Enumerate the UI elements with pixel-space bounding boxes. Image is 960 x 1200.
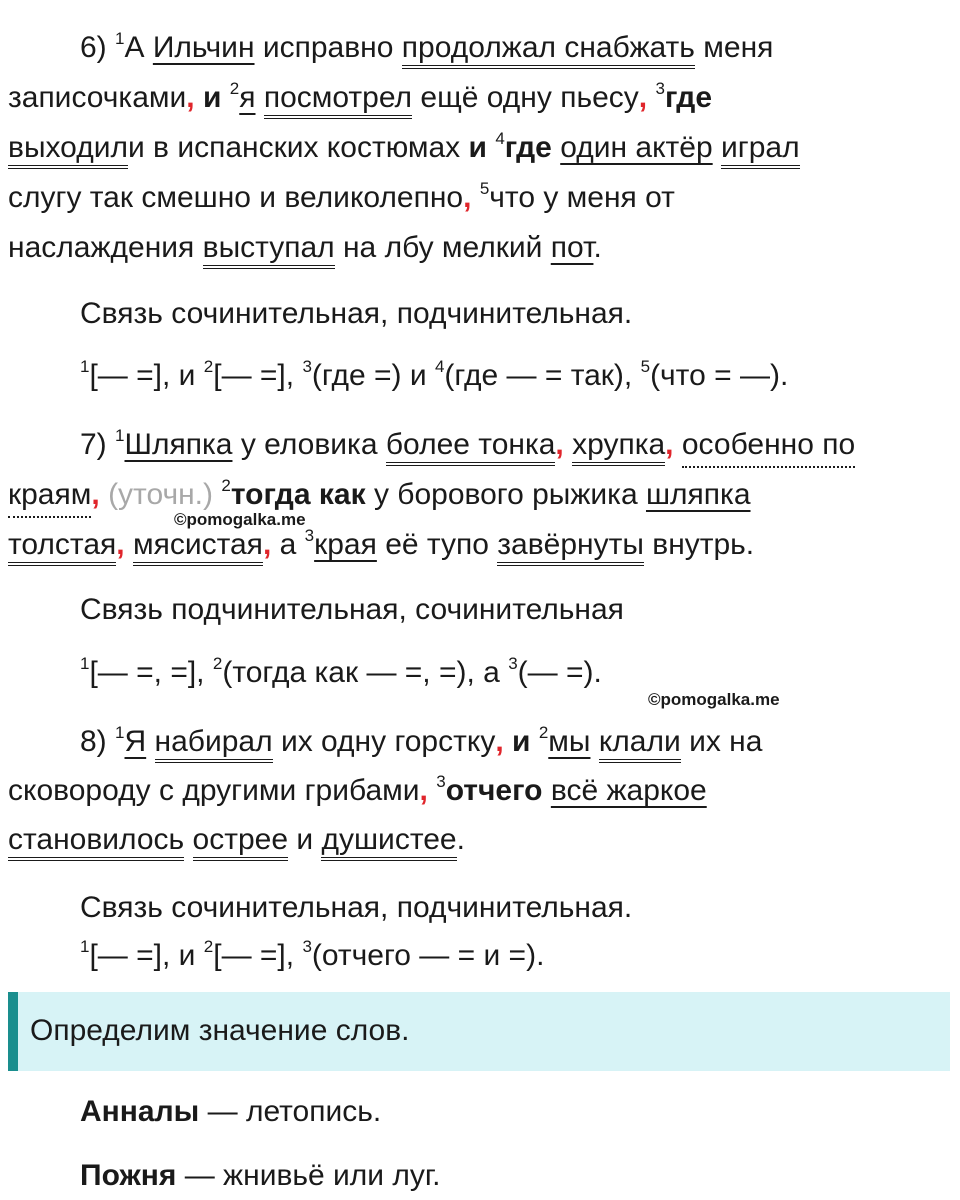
p6-line-4: слугу так смешно и великолепно, $^5$что у меня от [8,179,675,214]
callout-box [8,992,950,1071]
p7-line-3: толстая, мясистая, а $^3$края её тупо завёрнуты внутрь. [8,525,754,565]
p7-line-2: краям, (уточн.) $^2$тогда как у борового рыжика шляпка [8,475,751,515]
p8-relation: Связь сочинительная, подчинительная. [80,891,633,924]
p8-line-3: становилось острее и душистее. [8,820,465,860]
p8-line-2: сковороду с другими грибами, $^3$отчего всё жаркое [8,772,707,807]
p7-scheme: $^1$[— =, =], $^2$(тогда как — =, =), а $^3$(— =). [80,654,602,689]
p6-line-5: наслаждения выступал на лбу мелкий пот. [8,228,602,268]
p6-relation: Связь сочинительная, подчинительная. [80,297,633,330]
watermark: ©pomogalka.me [648,690,780,709]
callout-text: Определим значение слов. [30,1014,410,1047]
p7-line-1: 7) $^1$Шляпка у еловика более тонка, хрупка, особенно по [80,425,855,465]
watermark: ©pomogalka.me [174,510,306,529]
p8-scheme: $^1$[— =], и $^2$[— =], $^3$(отчего — = и =). [80,937,545,972]
p8-line-1: 8) $^1$Я набирал их одну горстку, и $^2$мы клали их на [80,722,762,762]
p6-line-1: 6) $^1$А Ильчин исправно продолжал снабжать меня [80,28,773,68]
definition-2: Пожня — жнивьё или луг. [80,1159,441,1192]
p6-scheme: $^1$[— =], и $^2$[— =], $^3$(где =) и $^4$(где — = так), $^5$(что = —). [80,357,789,392]
p6-line-2: записочками, и $^2$я посмотрел ещё одну пьесу, $^3$где [8,78,712,118]
definition-1: Анналы — летопись. [80,1095,382,1128]
p6-line-3: выходили в испанских костюмах и $^4$где один актёр играл [8,128,800,168]
p7-relation: Связь подчинительная, сочинительная [80,593,624,626]
